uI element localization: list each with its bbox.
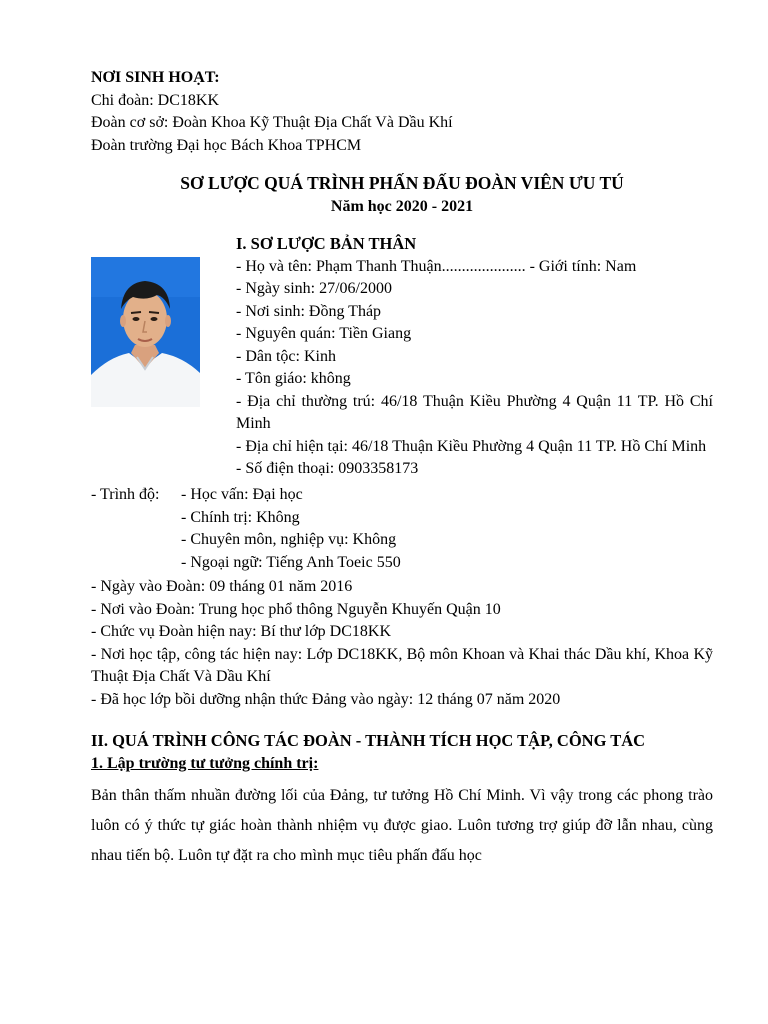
education-items [181, 484, 401, 574]
portrait-icon [91, 257, 200, 407]
doan-co-so-line: Đoàn cơ sở: Đoàn Khoa Kỹ Thuật Địa Chất Và Dầu Khí [91, 114, 453, 131]
residence-heading: NƠI SINH HOẠT: [91, 69, 220, 86]
education-item: - Ngoại ngữ: Tiếng Anh Toeic 550 [181, 553, 401, 571]
education-label: - Trình độ: [91, 486, 160, 503]
education-item: - Chuyên môn, nghiệp vụ: Không [181, 531, 397, 548]
union-workplace: - Nơi học tập, công tác hiện nay: Lớp DC18KK, Bộ môn Khoan và Khai thác Dầu khí, Khoa Kỹ Thuật Địa Chất Và Dầu Khí [91, 645, 713, 685]
education-item: - Học vấn: Đại học [181, 486, 303, 503]
union-joined-date: - Ngày vào Đoàn: 09 tháng 01 năm 2016 [91, 578, 353, 595]
union-party-course: - Đã học lớp bồi dưỡng nhận thức Đảng vào ngày: 12 tháng 07 năm 2020 [91, 690, 561, 708]
section2-sub-heading: 1. Lập trường tư tưởng chính trị: [91, 754, 319, 772]
document-title: SƠ LƯỢC QUÁ TRÌNH PHẤN ĐẤU ĐOÀN VIÊN ƯU TÚ [180, 173, 624, 193]
info-full-name: - Họ và tên: Phạm Thanh Thuận..................... - Giới tính: Nam [236, 257, 637, 275]
section1-heading: I. SƠ LƯỢC BẢN THÂN [236, 234, 417, 253]
info-religion: - Tôn giáo: không [236, 370, 351, 387]
info-hometown: - Nguyên quán: Tiền Giang [236, 325, 412, 342]
section2-heading: II. QUÁ TRÌNH CÔNG TÁC ĐOÀN - THÀNH TÍCH HỌC TẬP, CÔNG TÁC [91, 731, 646, 750]
doan-truong-line: Đoàn trường Đại học Bách Khoa TPHCM [91, 136, 362, 154]
info-birth-place: - Nơi sinh: Đồng Tháp [236, 302, 382, 320]
education-item: - Chính trị: Không [181, 508, 300, 526]
info-ethnicity: - Dân tộc: Kinh [236, 347, 336, 365]
info-current-address: - Địa chỉ hiện tại: 46/18 Thuận Kiều Phường 4 Quận 11 TP. Hồ Chí Minh [236, 437, 707, 455]
document-page [91, 67, 713, 871]
section2-paragraph: Bản thân thấm nhuần đường lối của Đảng, tư tưởng Hồ Chí Minh. Vì vậy trong các phong trào luôn có ý thức tự giác hoàn thành nhiệm vụ được giao. Luôn tương trợ giúp đỡ lẫn nhau, cùng nhau tiến bộ. Luôn tự đặt ra cho mình mục tiêu phấn đấu học [91, 787, 713, 864]
union-joined-place: - Nơi vào Đoàn: Trung học phổ thông Nguyễn Khuyến Quận 10 [91, 600, 501, 618]
info-birth-date: - Ngày sinh: 27/06/2000 [236, 280, 392, 297]
info-phone: - Số điện thoại: 0903358173 [236, 460, 419, 477]
chi-doan-line: Chi đoàn: DC18KK [91, 91, 219, 109]
union-position: - Chức vụ Đoàn hiện nay: Bí thư lớp DC18KK [91, 623, 391, 640]
info-permanent-address: - Địa chỉ thường trú: 46/18 Thuận Kiều Phường 4 Quận 11 TP. Hồ Chí Minh [236, 392, 713, 432]
portrait-photo [91, 257, 200, 407]
education-block [91, 484, 713, 576]
profile-section [91, 233, 713, 484]
personal-info [236, 233, 713, 481]
school-year: Năm học 2020 - 2021 [330, 197, 474, 215]
